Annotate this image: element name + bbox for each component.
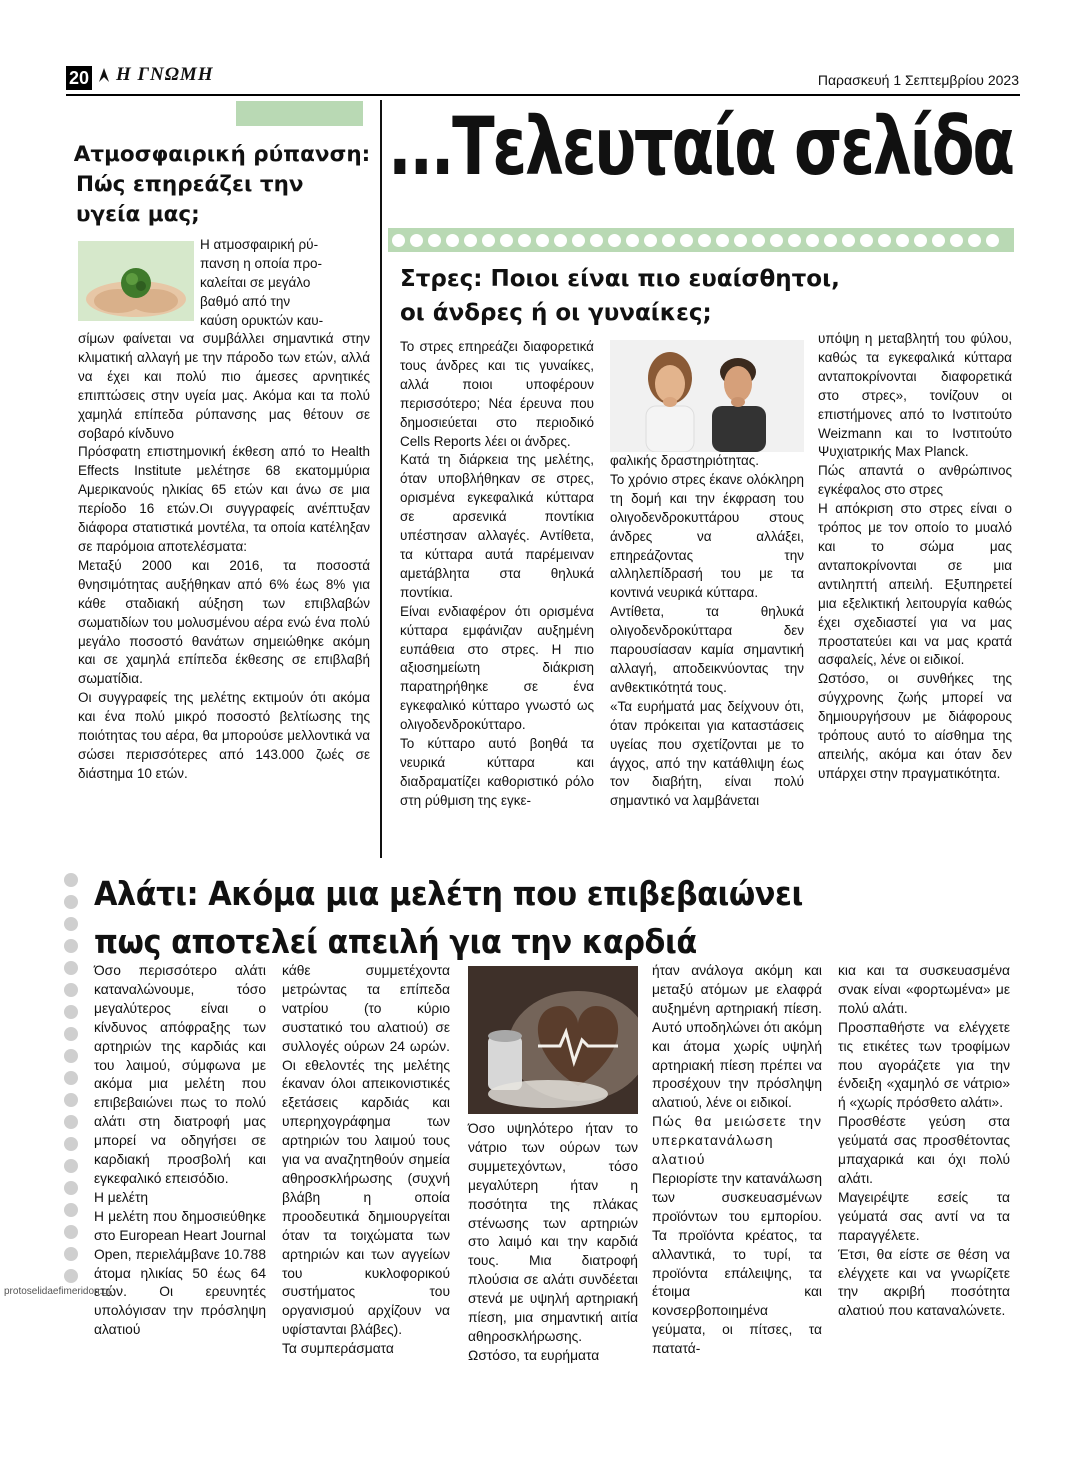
decorative-dot bbox=[64, 1159, 78, 1173]
air-title-line1: Ατμοσφαιρική ρύπανση: bbox=[73, 142, 371, 167]
hands-plant-image bbox=[78, 241, 194, 321]
green-accent-bar bbox=[236, 101, 363, 126]
decorative-dot bbox=[950, 234, 963, 247]
air-paragraph: Μεταξύ 2000 και 2016, τα ποσοστά θνησιμότητας αυξήθηκαν από 6% έως 8% για κάθε σταδιακή αύξηση των επιβλαβών σωματιδίων του μολυσμένου αέρα ενώ ένα πολύ μεγάλο ποσοστό θανάτων σημειώθηκε ακόμη και σε χαμηλά επίπεδα έκθεσης σε επιβλαβή σωματίδια. bbox=[78, 557, 370, 687]
decorative-dot bbox=[770, 234, 783, 247]
decorative-dot bbox=[842, 234, 855, 247]
decorative-dot bbox=[64, 1203, 78, 1217]
stress-paragraph: Αντίθετα, τα θηλυκά ολιγοδενδροκύτταρα δεν παρουσίασαν καμία σημαντική αλλαγή, αποδεικνύοντας την ανθεκτικότητά τους. bbox=[610, 604, 804, 695]
decorative-dot bbox=[482, 234, 495, 247]
stress-paragraph: Το στρες επηρεάζει διαφορετικά τους άνδρες και τις γυναίκες, αλλά ποιοι υποφέρουν περισσότερο; Νέα έρευνα που δημοσιεύεται στο περιοδικό Cells Reports λέει οι άνδρες. bbox=[400, 339, 594, 449]
stress-paragraph: Το χρόνιο στρες έκανε ολόκληρη τη δομή και την έκφραση του ολιγοδενδροκυττάρου στους άνδρες να αλλάξει, επηρεάζοντας την αλληλεπίδρασή του με τα κοντινά νευρικά κύτταρα. bbox=[610, 471, 804, 601]
watermark: protoselidaefimeridon.gr bbox=[4, 1286, 112, 1297]
salt-paragraph: Η μελέτη που δημοσιεύθηκε στο European Heart Journal Open, περιελάμβανε 10.788 άτομα ηλικίας 50 έως 64 ετών. Οι ερευνητές υπολόγισαν την πρόσληψη αλατιού bbox=[94, 1208, 266, 1338]
air-body bbox=[78, 330, 370, 784]
decorative-dot bbox=[64, 1225, 78, 1239]
decorative-dot bbox=[64, 1269, 78, 1283]
decorative-dot bbox=[932, 234, 945, 247]
air-article-title bbox=[72, 140, 372, 230]
decorative-dot bbox=[64, 939, 78, 953]
salt-subheading: Τα συμπεράσματα bbox=[282, 1341, 394, 1357]
decorative-dot bbox=[64, 1115, 78, 1129]
salt-paragraph: Προσθέστε γεύση στα γεύματά σας προσθέτοντας μπαχαρικά και όχι πολύ αλάτι. bbox=[838, 1114, 1010, 1186]
decorative-dot bbox=[824, 234, 837, 247]
salt-paragraph: ήταν ανάλογα ακόμη και μεταξύ ατόμων με ελαφρά αυξημένη αρτηριακή πίεση. Αυτό υποδηλώνει ότι ακόμη και άτομα χωρίς υψηλή αρτηριακή πίεση πρέπει να προσέχουν την πρόσληψη αλατιού, λένε οι ειδικοί. bbox=[652, 963, 822, 1111]
salt-subheading: Ωστόσο, τα ευρήματα bbox=[468, 1347, 600, 1363]
salt-col5 bbox=[838, 962, 1010, 1321]
stress-paragraph: Το κύτταρο αυτό βοηθά τα νευρικά κύτταρα και διαδραματίζει καθοριστικό ρόλο στη ρύθμιση της εγκε- bbox=[400, 736, 594, 808]
decorative-dot bbox=[716, 234, 729, 247]
section-title: ...Τελευταία σελίδα bbox=[388, 100, 1013, 193]
air-title-line3: υγεία μας; bbox=[76, 202, 200, 227]
decorative-dot bbox=[64, 1049, 78, 1063]
stress-paragraph: Ωστόσο, οι συνθήκες της σύγχρονης ζωής μπορεί να δημιουργήσουν με διάφορους τρόπους αυτό το αίσθημα της απειλής, ακόμα και όταν δεν υπάρχει στην πραγματικότητα. bbox=[818, 671, 1012, 781]
decorative-dot bbox=[500, 234, 513, 247]
salt-subheading: Η μελέτη bbox=[94, 1189, 149, 1205]
salt-col4 bbox=[652, 962, 822, 1359]
stress-paragraph: φαλικής δραστηριότητας. bbox=[610, 453, 760, 468]
bird-logo-icon bbox=[97, 66, 111, 89]
beside-line: πανση η οποία προ- bbox=[200, 255, 323, 271]
salt-paragraph: Όσο υψηλότερο ήταν το νάτριο των ούρων των συμμετεχόντων, τόσο μεγαλύτερη ήταν η ποσότητα της πλάκας στένωσης των αρτηριών στο λαιμό και την καρδιά τους. Μια διατροφή πλούσια σε αλάτι συνδέεται στενά με υψηλή αρτηριακή πίεση, μια σημαντική αιτία αθηροσκλήρωσης. bbox=[468, 1121, 638, 1344]
decorative-dot bbox=[64, 1093, 78, 1107]
air-paragraph: Πρόσφατη επιστημονική έκθεση από το Health Effects Institute μελέτησε 68 εκατομμύρια Αμερικανούς ηλικίας 65 ετών και άνω σε μια περίοδο 16 ετών.Οι συγγραφείς ανέπτυξαν διάφορα στατιστικά μοντέλα, τα οποία κατέληξαν σε παρόμοια αποτελέσματα: bbox=[78, 444, 370, 554]
issue-date: Παρασκευή 1 Σεπτεμβρίου 2023 bbox=[817, 72, 1019, 88]
decorative-dot bbox=[392, 234, 405, 247]
decorative-dot bbox=[64, 895, 78, 909]
salt-col2 bbox=[282, 962, 450, 1359]
decorative-dot bbox=[806, 234, 819, 247]
decorative-dot bbox=[64, 917, 78, 931]
decorative-dot bbox=[518, 234, 531, 247]
stress-col3 bbox=[818, 330, 1012, 784]
decorative-dot bbox=[698, 234, 711, 247]
salt-col3 bbox=[468, 1120, 638, 1366]
beside-line: καύση ορυκτών καυ- bbox=[200, 312, 324, 328]
salt-paragraph: Μαγειρέψτε εσείς τα γεύματά σας αντί να τα παραγγέλετε. bbox=[838, 1189, 1010, 1243]
decorative-dot bbox=[788, 234, 801, 247]
page-number: 20 bbox=[66, 66, 92, 90]
air-title-line2: Πώς επηρεάζει την bbox=[76, 172, 304, 197]
stress-title-line1: Στρες: Ποιοι είναι πιο ευαίσθητοι, bbox=[400, 266, 840, 292]
decorative-dot bbox=[536, 234, 549, 247]
salt-title-line2: πως αποτελεί απειλή για την καρδιά bbox=[94, 922, 697, 961]
decorative-dot bbox=[968, 234, 981, 247]
decorative-dot bbox=[860, 234, 873, 247]
newspaper-name: Η ΓΝΩΜΗ bbox=[116, 64, 214, 85]
stress-paragraph: υπόψη η μεταβλητή του φύλου, καθώς τα εγκεφαλικά κύτταρα ανταποκρίνονται διαφορετικά στο στρες», τονίζουν οι επιστήμονες από το Ινστιτούτο Weizmann και το Ινστιτούτο Ψυχιατρικής Max Planck. bbox=[818, 331, 1012, 460]
decorative-dot bbox=[608, 234, 621, 247]
stress-title-line2: οι άνδρες ή οι γυναίκες; bbox=[400, 300, 712, 326]
decorative-dot bbox=[64, 1071, 78, 1085]
decorative-dot bbox=[986, 234, 999, 247]
salt-subheading: Πώς θα μειώσετε την υπερκατανάλωση αλατιού bbox=[652, 1114, 822, 1168]
beside-line: Η ατμοσφαιρική ρύ- bbox=[200, 237, 319, 252]
stress-article-title bbox=[400, 262, 1020, 330]
decorative-dot bbox=[64, 983, 78, 997]
decorative-dot bbox=[410, 234, 423, 247]
decorative-dot bbox=[446, 234, 459, 247]
decorative-dot bbox=[64, 1027, 78, 1041]
decorative-dot bbox=[554, 234, 567, 247]
salt-col1 bbox=[94, 962, 266, 1340]
stress-col1 bbox=[400, 338, 594, 811]
dots-bar bbox=[388, 228, 1014, 252]
salt-paragraph: Προσπαθήστε να ελέγχετε τις ετικέτες των τροφίμων που αγοράζετε για την ένδειξη «χαμηλό σε νάτριο» ή «χωρίς πρόσθετο αλάτι». bbox=[838, 1019, 1010, 1111]
decorative-dot bbox=[428, 234, 441, 247]
decorative-dot bbox=[572, 234, 585, 247]
decorative-dot bbox=[64, 1247, 78, 1261]
decorative-dot bbox=[662, 234, 675, 247]
salt-heart-image bbox=[468, 966, 638, 1114]
salt-title-line1: Αλάτι: Ακόμα μια μελέτη που επιβεβαιώνει bbox=[94, 874, 803, 913]
stress-paragraph: Είναι ενδιαφέρον ότι ορισμένα κύτταρα εμφάνιζαν αυξημένη ευπάθεια στο στρες. Η πιο αξιοσημείωτη διάκριση παρατηρήθηκε σε ένα εγκεφαλικό κύτταρο γνωστό ως ολιγοδενδροκύτταρο. bbox=[400, 603, 594, 733]
decorative-dot bbox=[896, 234, 909, 247]
decorative-dot bbox=[878, 234, 891, 247]
decorative-dot bbox=[64, 961, 78, 975]
decorative-dot bbox=[644, 234, 657, 247]
decorative-dot bbox=[590, 234, 603, 247]
beside-line: βαθμό από την bbox=[200, 293, 291, 309]
decorative-dot bbox=[64, 1137, 78, 1151]
salt-paragraph: Περιορίστε την κατανάλωση των συσκευασμένων προϊόντων του εμπορίου. Τα προϊόντα κρέατος, τα αλλαντικά, το τυρί, τα προϊόντα επάλειψης, τα έτοιμα και κονσερβοποιημένα γεύματα, οι πίτσες, τα πατατά- bbox=[652, 1170, 822, 1357]
decorative-dot bbox=[464, 234, 477, 247]
decorative-dot bbox=[680, 234, 693, 247]
air-paragraph: σίμων φαίνεται να συμβάλλει σημαντικά στην κλιματική αλλαγή με την πάροδο των ετών, αλλά να έχει και πολύ πιο άμεσες αρνητικές επιπτώσεις στην υγεία μας. Ακόμα και τα πολύ χαμηλά επίπεδα ρύπανσης μας θέτουν σε σοβαρό κίνδυνο bbox=[78, 331, 370, 441]
stress-col2 bbox=[610, 452, 804, 811]
salt-sidebar-dots bbox=[64, 873, 80, 1293]
salt-article-title bbox=[94, 870, 1014, 966]
decorative-dot bbox=[734, 234, 747, 247]
worried-couple-image bbox=[610, 340, 804, 452]
stress-paragraph: Κατά τη διάρκεια της μελέτης, όταν υποβλήθηκαν σε στρες, ορισμένα εγκεφαλικά κύτταρα σε αρσενικά ποντίκια υπέστησαν αλλαγές. Αντίθετα, τα κύτταρα αυτά παρέμειναν αμετάβλητα στα θηλυκά ποντίκια. bbox=[400, 452, 594, 600]
decorative-dot bbox=[914, 234, 927, 247]
salt-paragraph: κάθε συμμετέχοντα μετρώντας τα επίπεδα νατρίου (το κύριο συστατικό του αλατιού) σε συλλογές ούρων 24 ωρών. Οι εθελοντές της μελέτης έκαναν όλοι απεικονιστικές εξετάσεις καρδιάς και υπερηχογράφημα των αρτηριών του λαιμού τους για να αναζητηθούν σημεία αθηροσκλήρωσης (συχνή βλάβη η οποία προοδευτικά δημιουργείται όταν τα τοιχώματα των αρτηριών και των αγγείων του κυκλοφορικού συστήματος του οργανισμού αρχίζουν να υφίστανται βλάβες). bbox=[282, 963, 450, 1338]
air-paragraph: Οι συγγραφείς της μελέτης εκτιμούν ότι ακόμα και ένα πολύ μικρό ποσοστό βελτίωσης της ποιότητας του αέρα, θα μπορούσε μελλοντικά να σώσει περισσότερες από 143.000 ζωές σε διάστημα 10 ετών. bbox=[78, 690, 370, 781]
salt-paragraph: κια και τα συσκευασμένα σνακ είναι «φορτωμένα» με πολύ αλάτι. bbox=[838, 963, 1010, 1016]
salt-paragraph: Όσο περισσότερο αλάτι καταναλώνουμε, τόσο μεγαλύτερος είναι ο κίνδυνος απόφραξης των αρτηριών της καρδιάς και του λαιμού, σύμφωνα με ακόμα μια μελέτη που επιβεβαιώνει πως το πολύ αλάτι στη διατροφή μας μπορεί να οδηγήσει σε καρδιακή προσβολή και εγκεφαλικό επεισόδιο. bbox=[94, 963, 266, 1186]
stress-paragraph: «Τα ευρήματά μας δείχνουν ότι, όταν πρόκειται για καταστάσεις υγείας που σχετίζονται με το άγχος, από την κατάθλιψη έως τον διαβήτη, είναι πολύ σημαντικό να λαμβάνεται bbox=[610, 698, 804, 809]
stress-subheading: Πώς απαντά ο ανθρώπινος εγκέφαλος στο στρες bbox=[818, 463, 1012, 498]
decorative-dot bbox=[752, 234, 765, 247]
beside-line: καλείται σε μεγάλο bbox=[200, 274, 311, 290]
decorative-dot bbox=[64, 873, 78, 887]
salt-paragraph: Έτσι, θα είστε σε θέση να ελέγχετε και να γνωρίζετε την ακριβή ποσότητα αλατιού που καταναλώνετε. bbox=[838, 1246, 1010, 1319]
stress-paragraph: Η απόκριση στο στρες είναι ο τρόπος με τον οποίο το μυαλό και το σώμα μας ανταποκρίνονται σε μια αντιληπτή απειλή. Εξυπηρετεί μια εξελικτική λειτουργία καθώς έχει σχεδιαστεί για να μας προστατεύει και να μας κρατά ασφαλείς, λένε οι ειδικοί. bbox=[818, 501, 1012, 668]
decorative-dot bbox=[64, 1005, 78, 1019]
decorative-dot bbox=[626, 234, 639, 247]
column-divider bbox=[380, 100, 382, 858]
air-beside-image bbox=[200, 236, 370, 331]
decorative-dot bbox=[64, 1181, 78, 1195]
